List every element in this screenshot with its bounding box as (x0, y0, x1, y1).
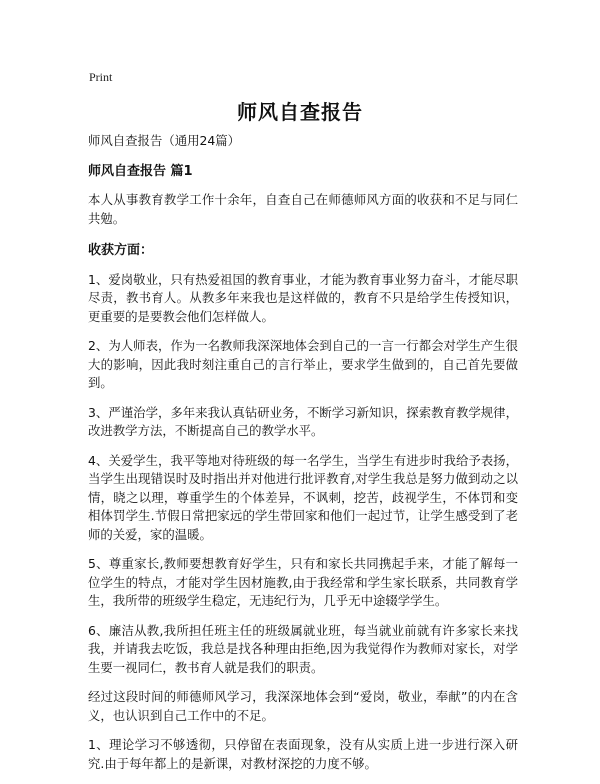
paragraph-4: 4、关爱学生，我平等地对待班级的每一名学生，当学生有进步时我给予表扬，当学生出现错误时及时指出并对他进行批评教育,对学生我总是努力做到动之以情，晓之以理，尊重学生的个体差异，不讽刺，挖苦，歧视学生，不体罚和变相体罚学生.节假日常把家远的学生带回家和他们一起过节，让学生感受到了老师的关爱，家的温暖。 (88, 452, 518, 542)
document-subtitle: 师风自查报告（通用24篇） (88, 133, 241, 148)
summary-paragraph: 经过这段时间的师德师风学习，我深深地体会到“爱岗，敬业，奉献”的内在含义，也认识到自己工作中的不足。 (88, 689, 518, 723)
document-body (88, 132, 518, 784)
paragraph-5: 5、尊重家长,教师要想教育好学生，只有和家长共同携起手来，才能了解每一位学生的特点，才能对学生因材施教,由于我经常和学生家长联系，共同教育学生，我所带的班级学生稳定，无违纪行为，几乎无中途辍学学生。 (88, 556, 518, 608)
section-heading: 师风自查报告 篇1 (88, 163, 193, 179)
paragraph-2: 2、为人师表，作为一名教师我深深地体会到自己的一言一行都会对学生产生很大的影响，因此我时刻注重自己的言行举止，要求学生做到的，自己首先要做到。 (88, 338, 518, 390)
paragraph-6: 6、廉洁从教,我所担任班主任的班级属就业班，每当就业前就有许多家长来找我，并请我去吃饭，我总是找各种理由拒绝,因为我觉得作为教师对家长，对学生要一视同仁，教书育人就是我们的职责。 (88, 622, 518, 675)
paragraph-3: 3、严谨治学，多年来我认真钻研业务，不断学习新知识，探索教育教学规律，改进教学方法，不断提高自己的教学水平。 (88, 404, 518, 438)
gains-heading: 收获方面： (88, 243, 154, 258)
print-label: Print (89, 70, 113, 84)
paragraph-1: 1、爱岗敬业，只有热爱祖国的教育事业，才能为教育事业努力奋斗，才能尽职尽责，教书育人。从教多年来我也是这样做的，教育不只是给学生传授知识，更重要的是要教会他们怎样做人。 (88, 271, 518, 324)
shortcoming-paragraph-1: 1、理论学习不够透彻，只停留在表面现象，没有从实质上进一步进行深入研究.由于每年都上的是新课，对教材深挖的力度不够。 (88, 737, 518, 771)
document-title: 师风自查报告 (237, 100, 363, 124)
intro-paragraph: 本人从事教育教学工作十余年，自查自己在师德师风方面的收获和不足与同仁共勉。 (88, 192, 518, 226)
